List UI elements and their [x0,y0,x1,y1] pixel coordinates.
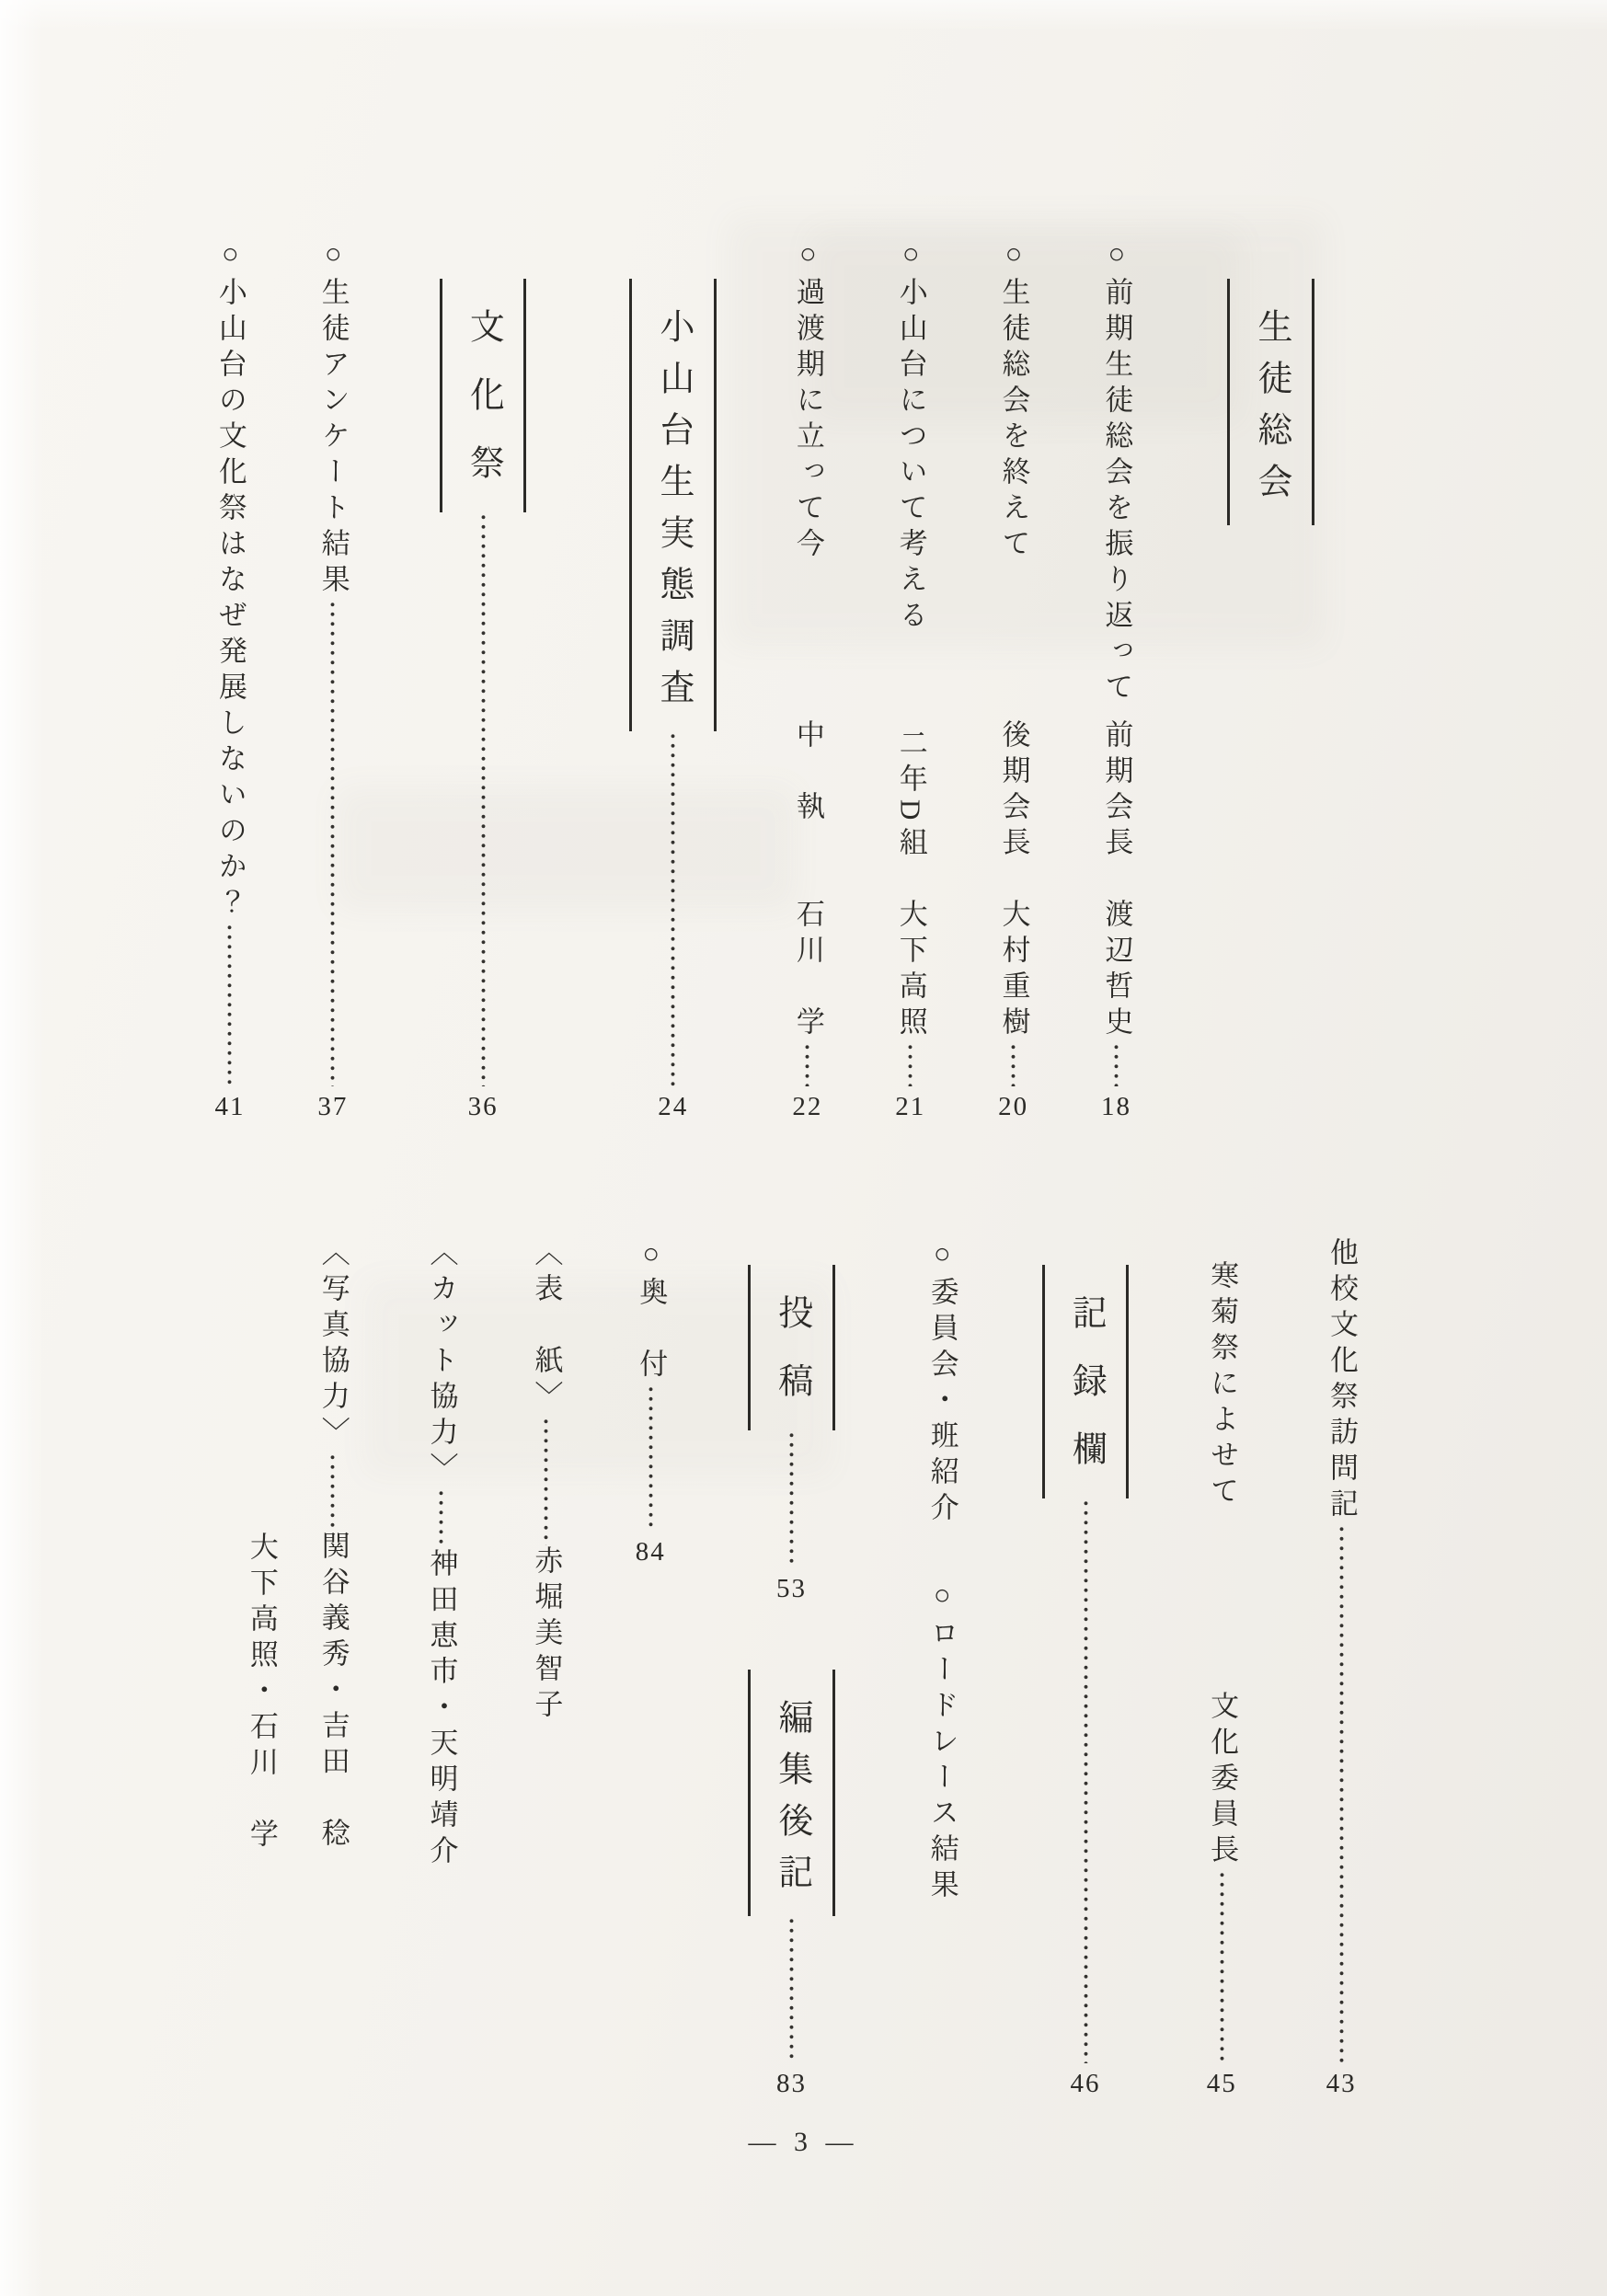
toc-entry [994,237,1033,1120]
toc-top-band [101,237,1314,1120]
credit-names: 大下高照・石川 学 [245,1532,278,1854]
toc-entry [923,1237,961,2097]
page-number-footer: ― 3 ― [748,2127,859,2157]
toc-page-number: 46 [1070,2069,1101,2098]
toc-entry-title: ○委員会・班紹介 [925,1237,958,1528]
leader-dots [789,1916,794,2063]
toc-entry [891,237,930,1120]
toc-entry-title: ○小山台について考える [894,237,927,636]
toc-entry [788,237,827,1120]
leader-dots [908,1042,913,1086]
toc-entry-title: ○奥 付 [635,1237,668,1384]
leader-dots [227,923,232,1086]
toc-entry-title: 他校文化祭訪問記 [1326,1237,1358,1524]
toc-section-seitosokai [1227,237,1314,1120]
credit-entry [527,1237,566,2097]
section-heading-kirokuran: 記録欄 [1042,1265,1130,1498]
scan-edge [0,0,1607,31]
toc-page-number: 18 [1100,1092,1131,1121]
section-heading-toko: 投稿 [748,1265,835,1430]
credit-entry [314,1237,352,2097]
toc-entry-title: ○小山台の文化祭はなぜ発展しないのか？ [213,237,247,923]
section-heading-henshukoki: 編集後記 [748,1670,835,1916]
credit-names: 関谷義秀・吉田 稔 [316,1531,350,1854]
credit-label: 〈カット協力〉 [425,1237,458,1488]
toc-entry-author: 後期会長 大村重樹 [997,719,1030,1042]
toc-entry-author: 中 執 石川 学 [791,719,824,1042]
leader-dots [1084,1498,1088,2063]
leader-dots [330,1452,335,1531]
toc-entry-author: 二年D組 大下高照 [894,727,927,1042]
toc-entry-title: ○過渡期に立って今 [791,237,824,564]
leader-dots [1011,1042,1016,1086]
toc-entry-author: 前期会長 渡辺哲史 [1100,719,1133,1042]
leader-dots [671,731,675,1086]
toc-entry [1322,1237,1360,2097]
toc-section-jittaichosa [629,237,717,1120]
toc-section-toko-koki [748,1237,835,2097]
toc-entry [631,1237,670,2097]
leader-dots [1114,1042,1119,1086]
leader-dots [649,1384,653,1532]
leader-dots [805,1042,809,1086]
toc-entry [211,237,249,1120]
toc-section-bunkasai [440,237,527,1120]
toc-section-kirokuran [1042,1237,1130,2097]
leader-dots [1339,1524,1344,2063]
toc-entry-title: 寒菊祭によせて [1206,1260,1239,1511]
scan-edge [0,0,44,2296]
toc-page-number: 20 [998,1092,1029,1121]
toc-page-number: 41 [214,1092,246,1121]
toc-entry [314,237,352,1120]
toc-page-number: 36 [467,1092,499,1121]
leader-dots [481,512,486,1086]
leader-dots [544,1417,548,1545]
toc-page-number: 24 [658,1092,689,1121]
toc-page-number: 43 [1326,2069,1357,2098]
toc-entry [1202,1237,1241,2097]
credit-label: 〈写真協力〉 [316,1237,350,1452]
credit-label: 〈表 紙〉 [530,1237,563,1417]
toc-bottom-band [101,1237,1360,2097]
toc-entry-title: ○生徒総会を終えて [997,237,1030,564]
toc-page-number: 37 [317,1092,349,1121]
toc-entry-title: ○ロードレース結果 [925,1578,958,1905]
toc-page-number: 53 [776,1574,808,1603]
leader-dots [1220,1870,1224,2063]
credit-entry [422,1237,461,2097]
section-heading-seitosokai: 生徒総会 [1227,279,1314,525]
credit-names: 神田恵市・天明靖介 [425,1548,458,1871]
toc-entry-author: 文化委員長 [1206,1691,1239,1870]
credit-entry [242,1237,281,2097]
credit-names: 赤堀美智子 [530,1545,563,1725]
toc-page-number: 45 [1206,2069,1237,2098]
toc-entry-title: ○生徒アンケート結果 [316,237,350,600]
toc-page-number: 83 [776,2069,808,2098]
leader-dots [789,1430,794,1568]
leader-dots [330,600,335,1086]
toc-page-number: 84 [635,1537,666,1567]
toc-page-number: 21 [895,1092,926,1121]
toc-entry-title: ○前期生徒総会を振り返って [1100,237,1133,707]
section-heading-jittaichosa: 小山台生実態調査 [629,279,717,731]
toc-page-number: 22 [792,1092,823,1121]
leader-dots [439,1488,443,1548]
section-heading-bunkasai: 文化祭 [440,279,527,512]
toc-entry [1097,237,1136,1120]
